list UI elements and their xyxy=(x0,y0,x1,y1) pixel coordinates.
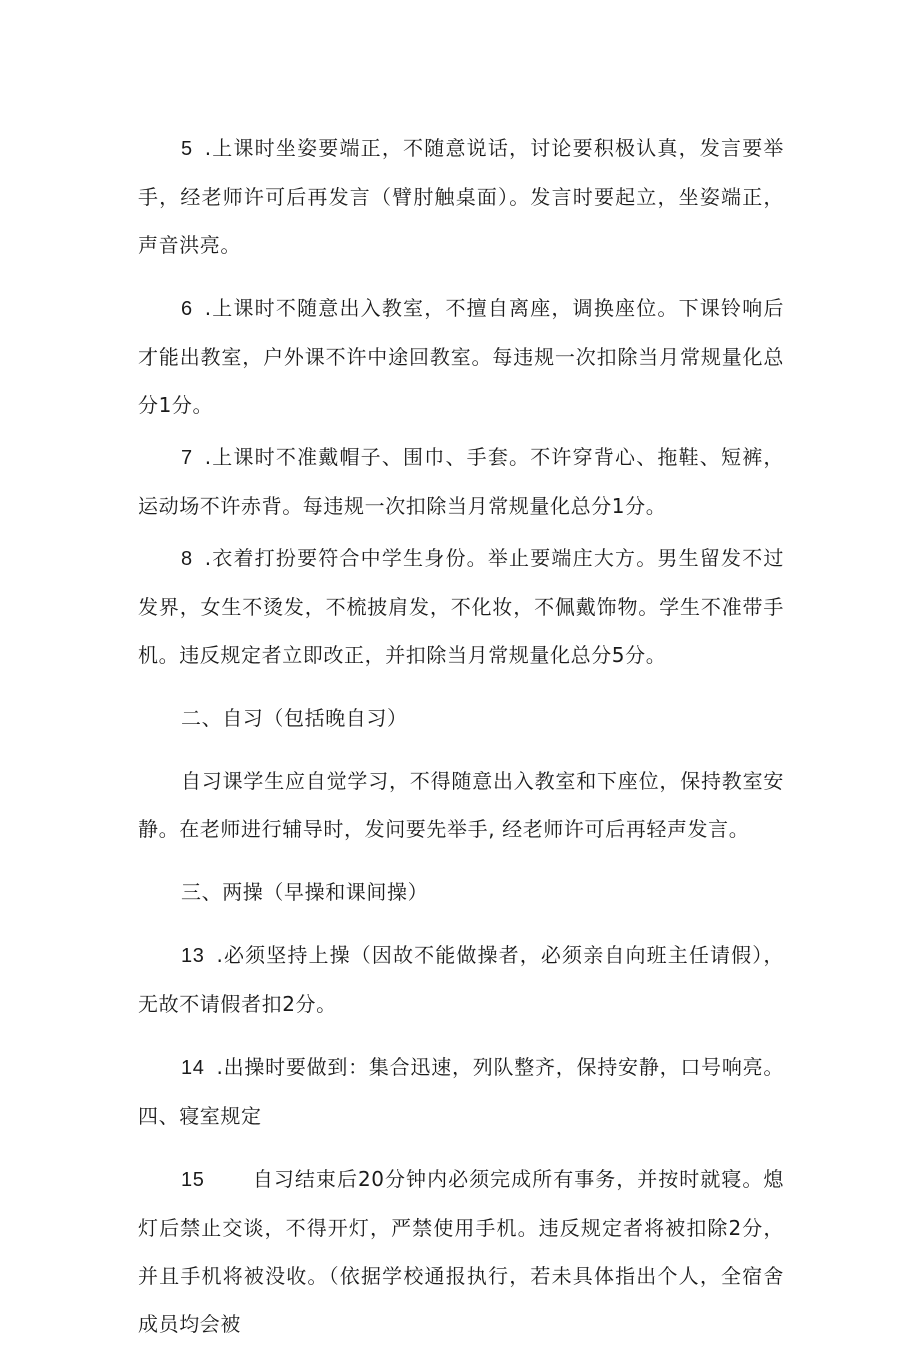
rule-number: 5 xyxy=(181,138,193,160)
rule-text: .上课时不准戴帽子、围巾、手套。不许穿背心、拖鞋、短裤，运动场不许赤背。每违规一次扣除当月常规量化总分1分。 xyxy=(138,445,784,518)
rule-7-paragraph xyxy=(138,433,784,530)
rule-text: .出操时要做到：集合迅速，列队整齐，保持安静，口号响亮。四、寝室规定 xyxy=(138,1055,784,1128)
rule-text: .必须坚持上操（因故不能做操者，必须亲自向班主任请假），无故不请假者扣2分。 xyxy=(138,943,784,1016)
rule-14-paragraph xyxy=(138,1043,784,1140)
rule-6-paragraph xyxy=(138,284,784,429)
rule-number: 14 xyxy=(181,1057,205,1079)
rule-text: 自习结束后20分钟内必须完成所有事务，并按时就寝。熄灯后禁止交谈，不得开灯，严禁使用手机。违反规定者将被扣除2分，并且手机将被没收。（依据学校通报执行，若未具体指出个人，全宿舍成员均会被 xyxy=(138,1167,784,1336)
rule-number: 7 xyxy=(181,447,193,469)
rule-5-paragraph xyxy=(138,124,784,269)
rule-number: 15 xyxy=(181,1169,205,1191)
rule-number: 8 xyxy=(181,548,193,570)
rule-text: .上课时不随意出入教室，不擅自离座，调换座位。下课铃响后才能出教室，户外课不许中途回教室。每违规一次扣除当月常规量化总分1分。 xyxy=(138,296,784,417)
rule-number: 6 xyxy=(181,298,193,320)
section-heading-exercises: 三、两操（早操和课间操） xyxy=(181,880,429,904)
section-heading-self-study: 二、自习（包括晚自习） xyxy=(181,706,408,730)
document-body xyxy=(138,124,784,1348)
rule-number: 13 xyxy=(181,945,205,967)
rule-8-paragraph xyxy=(138,534,784,679)
rule-15-paragraph xyxy=(138,1155,784,1348)
rule-13-paragraph xyxy=(138,931,784,1028)
rule-text: .衣着打扮要符合中学生身份。举止要端庄大方。男生留发不过发界，女生不烫发，不梳披肩发，不化妆，不佩戴饰物。学生不准带手机。违反规定者立即改正，并扣除当月常规量化总分5分。 xyxy=(138,546,784,667)
rule-text: .上课时坐姿要端正，不随意说话，讨论要积极认真，发言要举手，经老师许可后再发言（臂肘触桌面）。发言时要起立，坐姿端正，声音洪亮。 xyxy=(138,136,784,257)
self-study-paragraph: 自习课学生应自觉学习，不得随意出入教室和下座位，保持教室安静。在老师进行辅导时，发问要先举手, 经老师许可后再轻声发言。 xyxy=(138,769,784,841)
